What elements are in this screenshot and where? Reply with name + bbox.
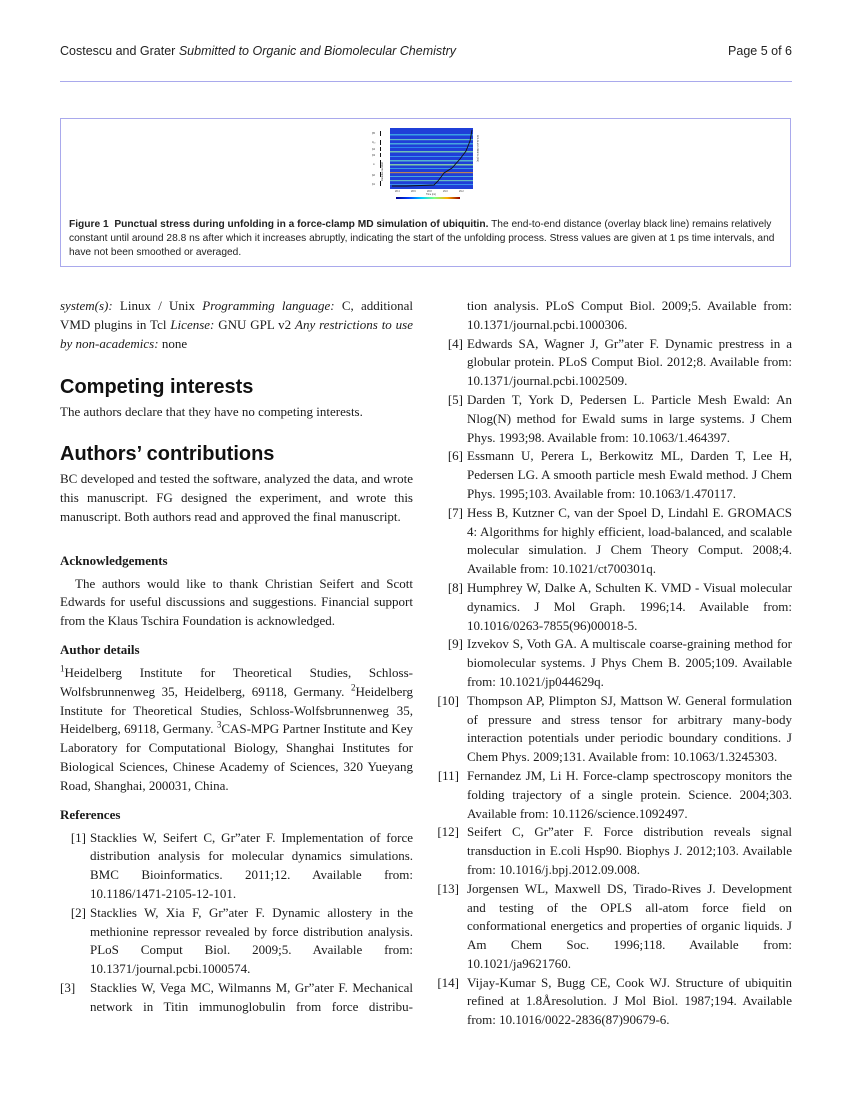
reference-number: [9] <box>447 636 463 652</box>
reference-text: Humphrey W, Dalke A, Schulten K. VMD - Visual molecular dynamics. J Mol Graph. 1996;14. Available from: 10.1016/0263-7855(96)00018-5. <box>467 579 792 633</box>
stress-heatmap-figure <box>366 123 494 203</box>
reference-item <box>437 692 792 767</box>
header-rule <box>60 81 792 82</box>
reference-number: [6] <box>447 448 463 464</box>
reference-item <box>437 391 792 447</box>
os-label: system(s): <box>60 298 113 313</box>
reference-text: tion analysis. PLoS Comput Biol. 2009;5. Available from: 10.1371/journal.pcbi.1000306. <box>467 298 792 332</box>
license-value: GNU GPL v2 <box>214 316 296 332</box>
svg-text:Residue number: Residue number <box>381 161 384 181</box>
affiliation-2: Heidelberg Institute for Theoretical Studies, Schloss-Wolfsbrunnenweg 35, Heidelberg, 69118, Germany. <box>60 683 413 737</box>
reference-text: Darden T, York D, Pedersen L. Particle Mesh Ewald: An Nlog(N) method for Ewald sums in large systems. J Chem Phys. 1993;98. Available from: 10.1063/1.464397. <box>467 391 792 445</box>
software-info <box>60 297 413 353</box>
acknowledgements-heading: Acknowledgements <box>60 552 168 568</box>
svg-text:β1: β1 <box>372 183 375 186</box>
license-label: License: <box>170 316 215 332</box>
reference-number: [11] <box>437 767 459 783</box>
reference-item <box>437 335 792 391</box>
svg-text:28.6: 28.6 <box>411 190 416 193</box>
right-column <box>437 297 792 1030</box>
affiliation-1: Heidelberg Institute for Theoretical Studies, Schloss-Wolfsbrunnenweg 35, Heidelberg, 69118, Germany. <box>60 664 413 699</box>
svg-text:End-to-end distance (nm): End-to-end distance (nm) <box>476 135 479 162</box>
figure-caption <box>69 218 784 260</box>
reference-number: [7] <box>447 504 463 520</box>
restrictions-value: none <box>158 335 188 351</box>
reference-item <box>60 904 413 979</box>
svg-text:29.2: 29.2 <box>459 190 464 193</box>
figure-title: Punctual stress during unfolding in a force-clamp MD simulation of ubiquitin. <box>114 219 489 230</box>
svg-text:α: α <box>373 163 375 166</box>
references-list-left <box>60 829 413 1017</box>
header-citation <box>60 44 456 58</box>
aff2-marker: 2 <box>350 682 356 693</box>
figure-caption-text: The end-to-end distance (overlay black line) remains relatively constant until around 28.8 ns after which it increases abruptly, indicating the start of the unfolding process. Stress values are given at 1 ps time intervals, and have not been smoothed or averaged. <box>69 219 775 258</box>
header-journal: Submitted to Organic and Biomolecular Chemistry <box>178 44 457 58</box>
reference-item <box>437 974 792 1030</box>
competing-interests-heading: Competing interests <box>60 376 254 399</box>
svg-text:3₁₀: 3₁₀ <box>372 141 376 144</box>
reference-number: [4] <box>447 335 463 351</box>
left-column <box>60 297 413 1017</box>
reference-text: Izvekov S, Voth GA. A multiscale coarse-graining method for biomolecular systems. J Phys Chem B. 2005;109. Available from: 10.1021/jp044629q. <box>467 636 792 689</box>
reference-number: [8] <box>447 579 463 595</box>
os-value: Linux / Unix <box>112 298 203 313</box>
reference-item <box>60 979 413 1017</box>
reference-text: Stacklies W, Xia F, Gr”ater F. Dynamic allostery in the methionine repressor revealed by force distribution analysis. PLoS Comput Biol. 2009;5. Available from: 10.1371/journal.pcbi.1000574. <box>90 904 413 977</box>
contributions-text: BC developed and tested the software, analyzed the data, and wrote this manuscript. FG designed the experiment, and wrote this manuscript. Both authors read and approved the final manuscript. <box>60 471 413 524</box>
reference-item <box>437 823 792 879</box>
figure-box <box>60 118 791 267</box>
reference-number: [1] <box>70 829 86 845</box>
svg-text:28.8: 28.8 <box>427 190 432 193</box>
reference-text: Stacklies W, Seifert C, Gr”ater F. Implementation of force distribution analysis for molecular dynamics simulations. BMC Bioinformatics. 2011;12. Available from: 10.1186/1471-2105-12-101. <box>90 829 413 901</box>
reference-item <box>60 829 413 904</box>
reference-number: [3] <box>60 979 76 995</box>
svg-text:28.4: 28.4 <box>395 190 400 193</box>
references-heading: References <box>60 806 121 822</box>
reference-text: Stacklies W, Vega MC, Wilmanns M, Gr”ater F. Mechanical network in Titin immunoglobulin from force distribu- <box>90 979 413 1014</box>
reference-text: Seifert C, Gr”ater F. Force distribution reveals signal transduction in E.coli Hsp90. Biophys J. 2012;103. Available from: 10.1016/j.bpj.2012.09.008. <box>467 824 792 877</box>
reference-text: Vijay-Kumar S, Bugg CE, Cook WJ. Structure of ubiquitin refined at 1.8Åresolution. J Mol Biol. 1987;194. Available from: 10.1016/0022-2836(87)90679-6. <box>467 974 792 1028</box>
reference-number: [13] <box>437 880 459 896</box>
svg-text:β2: β2 <box>372 174 375 177</box>
reference-item <box>437 504 792 579</box>
reference-number: [5] <box>447 391 463 407</box>
reference-number: [14] <box>437 974 459 990</box>
lang-label: Programming language: <box>202 298 335 313</box>
reference-item <box>437 447 792 503</box>
header-authors: Costescu and Grater <box>60 44 176 58</box>
aff1-marker: 1 <box>60 663 65 674</box>
reference-text: Jorgensen WL, Maxwell DS, Tirado-Rives J. Development and testing of the OPLS all-atom force field on conformational energetics and properties of organic liquids. J Am Chem Soc. 1996;118. Available from: 10.1021/ja9621760. <box>467 880 792 971</box>
svg-text:β4: β4 <box>372 148 375 151</box>
page-number: Page 5 of 6 <box>728 44 792 58</box>
aff3-marker: 3 <box>216 720 222 731</box>
reference-number: [2] <box>70 904 86 920</box>
reference-number: [10] <box>437 692 459 708</box>
figure-label: Figure 1 <box>69 219 109 230</box>
reference-item <box>437 579 792 635</box>
reference-number: [12] <box>437 824 459 840</box>
svg-text:Time (ns): Time (ns) <box>426 193 437 196</box>
acknowledgements-text: The authors would like to thank Christian Seifert and Scott Edwards for useful discussions and suggestions. Financial support from the Klaus Tschira Foundation is acknowledged. <box>60 575 413 629</box>
reference-text: Edwards SA, Wagner J, Gr”ater F. Dynamic prestress in a globular protein. PLoS Comput Biol. 2012;8. Available from: 10.1371/journal.pcbi.1002509. <box>467 335 792 389</box>
reference-text: Essmann U, Perera L, Berkowitz ML, Darden T, Lee H, Pedersen LG. A smooth particle mesh Ewald method. J Chem Phys. 1995;103. Available from: 10.1063/1.470117. <box>467 448 792 501</box>
lang-value: C, additional VMD plugins in Tcl <box>60 298 413 332</box>
running-header <box>60 44 792 60</box>
competing-interests-text: The authors declare that they have no competing interests. <box>60 404 363 420</box>
reference-item <box>437 880 792 974</box>
reference-text: Hess B, Kutzner C, van der Spoel D, Lindahl E. GROMACS 4: Algorithms for highly efficient, load-balanced, and scalable molecular simulation. J Chem Theory Comput. 2008;4. Available from: 10.1021/ct700301q. <box>467 504 792 577</box>
author-details-text <box>60 664 413 796</box>
reference-item-continued <box>437 297 792 335</box>
author-details-heading: Author details <box>60 641 140 657</box>
restrictions-label: Any restrictions to use by non-academics: <box>60 316 413 351</box>
svg-text:β3: β3 <box>372 154 375 157</box>
contributions-heading: Authors’ contributions <box>60 443 275 466</box>
reference-item <box>437 767 792 823</box>
reference-item <box>437 635 792 691</box>
reference-text: Thompson AP, Plimpton SJ, Mattson W. General formulation of pressure and stress tensor for arbitrary many-body interaction potentials under periodic boundary conditions. J Chem Phys. 2009;131. Available from: 10.1063/1.3245303. <box>467 692 792 765</box>
reference-text: Fernandez JM, Li H. Force-clamp spectroscopy monitors the folding trajectory of a single protein. Science. 2004;303. Available from: 10.1126/science.1092497. <box>467 767 792 821</box>
svg-text:29.0: 29.0 <box>443 190 448 193</box>
affiliation-3: CAS-MPG Partner Institute and Key Laboratory for Computational Biology, Shanghai Institutes for Biological Sciences, Chinese Academy of Sciences, 320 Yueyang Road, Shanghai, 200031, China. <box>60 721 414 793</box>
svg-text:β5: β5 <box>372 132 375 135</box>
